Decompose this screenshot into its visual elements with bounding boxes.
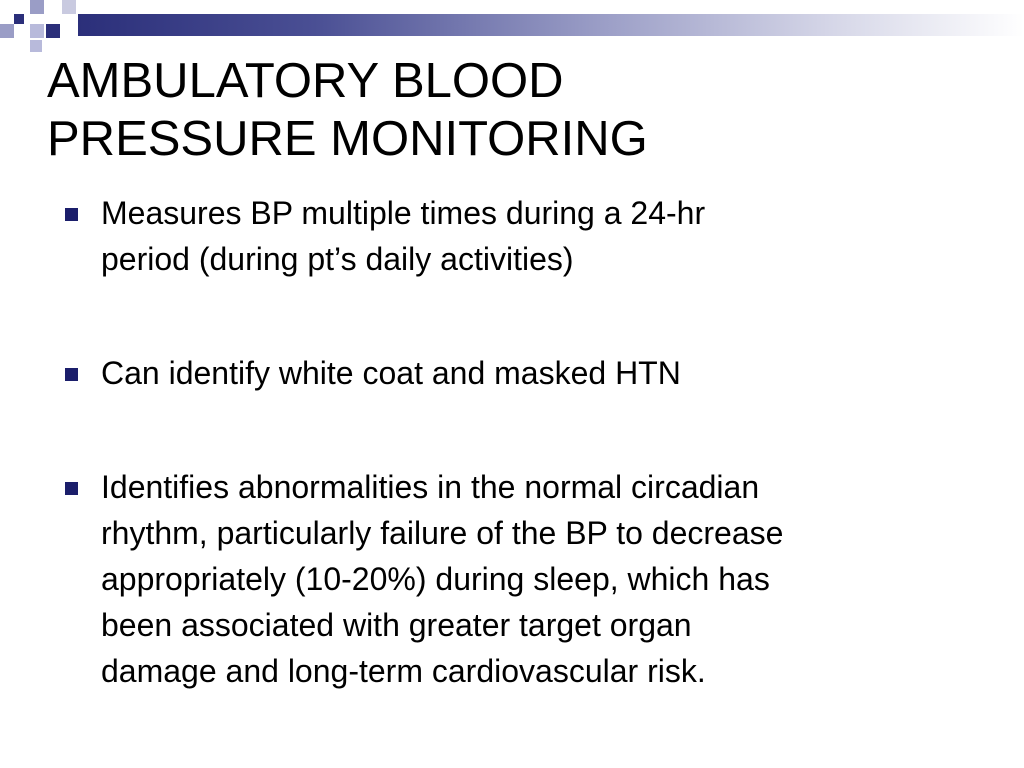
decor-square [0,24,14,38]
decor-square [30,24,44,38]
bullet-text-line: Can identify white coat and masked HTN [101,355,681,391]
decor-square [62,0,76,14]
bullet-text-line: damage and long-term cardiovascular risk. [101,653,706,689]
bullet-text-line: Identifies abnormalities in the normal circadian [101,469,760,505]
square-bullet-icon [65,208,78,221]
bullet-text-line: Measures BP multiple times during a 24-hr [101,195,706,231]
title-line: PRESSURE MONITORING [47,112,648,166]
bullet-item [62,350,962,396]
bullet-list [62,190,962,694]
header-gradient-bar [78,14,1024,36]
square-bullet-icon [65,482,78,495]
title-line: AMBULATORY BLOOD [47,54,564,108]
bullet-text-line: appropriately (10-20%) during sleep, which has [101,561,770,597]
bullet-text-line: been associated with greater target organ [101,607,692,643]
decor-square [14,14,24,24]
bullet-text-line: period (during pt’s daily activities) [101,241,574,277]
bullet-item [62,190,962,282]
header-decoration [0,0,1024,48]
slide-title [47,52,987,168]
bullet-item [62,464,962,694]
decor-square [30,0,44,14]
bullet-text-line: rhythm, particularly failure of the BP to decrease [101,515,784,551]
decor-square [30,40,42,52]
square-bullet-icon [65,368,78,381]
decor-square [46,0,60,14]
decor-square [62,14,78,36]
decor-square [46,24,60,38]
